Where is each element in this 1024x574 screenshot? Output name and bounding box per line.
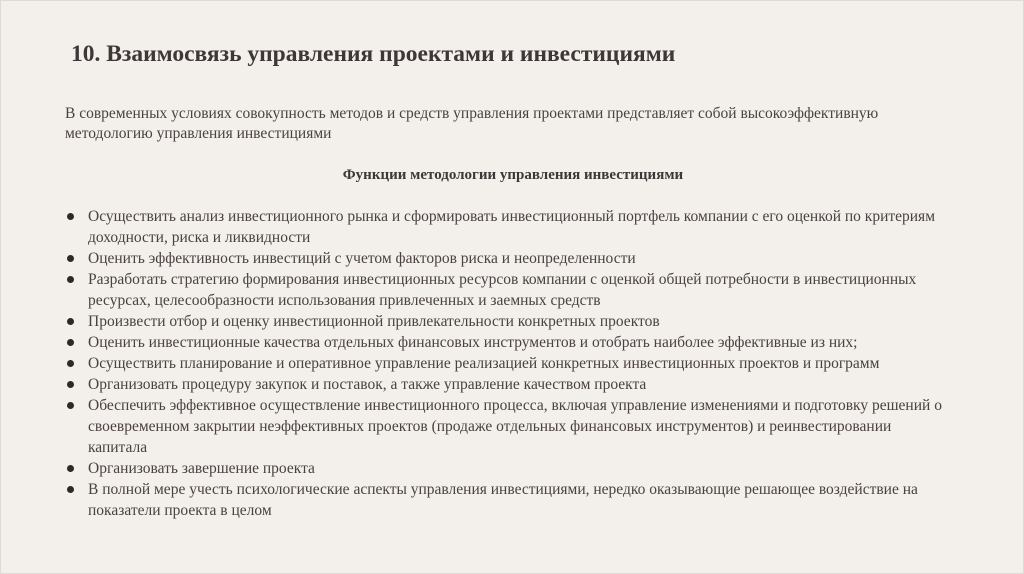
list-item-text: Оценить инвестиционные качества отдельных финансовых инструментов и отобрать наиболее эффективные из них; [88, 334, 858, 351]
list-item-text: В полной мере учесть психологические аспекты управления инвестициями, нередко оказывающие решающее воздействие на показатели проекта в целом [88, 481, 918, 519]
list-item [65, 269, 945, 311]
bullet-icon [67, 213, 74, 220]
list-item [65, 479, 945, 521]
list-item [65, 248, 945, 269]
functions-list [65, 206, 945, 521]
list-item-text: Произвести отбор и оценку инвестиционной привлекательности конкретных проектов [88, 313, 660, 330]
list-item-text: Разработать стратегию формирования инвестиционных ресурсов компании с оценкой общей потребности в инвестиционных ресурсах, целесообразности использования привлеченных и заемных средств [88, 271, 917, 309]
list-item [65, 206, 945, 248]
intro-paragraph: В современных условиях совокупность методов и средств управления проектами представляет собой высокоэффективную методологию управления инвестициями [65, 105, 879, 142]
slide-title: 10. Взаимосвязь управления проектами и инвестициями [71, 41, 676, 67]
list-item-text: Организовать процедуру закупок и поставок, а также управление качеством проекта [88, 376, 647, 393]
bullet-icon [67, 486, 74, 493]
list-item [65, 311, 945, 332]
list-item [65, 395, 945, 458]
bullet-icon [67, 276, 74, 283]
list-item [65, 458, 945, 479]
functions-subheading: Функции методологии управления инвестициями [342, 167, 684, 183]
list-item-text: Осуществить планирование и оперативное управление реализацией конкретных инвестиционных проектов и программ [88, 355, 880, 372]
bullet-icon [67, 465, 74, 472]
bullet-icon [67, 339, 74, 346]
bullet-icon [67, 255, 74, 262]
list-item [65, 332, 945, 353]
list-item-text: Организовать завершение проекта [88, 460, 315, 477]
list-item-text: Оценить эффективность инвестиций с учетом факторов риска и неопределенности [88, 250, 636, 267]
list-item [65, 353, 945, 374]
bullet-icon [67, 360, 74, 367]
list-item [65, 374, 945, 395]
bullet-icon [67, 402, 74, 409]
list-item-text: Обеспечить эффективное осуществление инвестиционного процесса, включая управление изменениями и подготовку решений о своевременном закрытии неэффективных проектов (продаже отдельных финансовых инструментов) и реинвестировании капитала [88, 397, 942, 456]
bullet-icon [67, 318, 74, 325]
list-item-text: Осуществить анализ инвестиционного рынка и сформировать инвестиционный портфель компании с его оценкой по критериям доходности, риска и ликвидности [88, 208, 935, 246]
bullet-icon [67, 381, 74, 388]
